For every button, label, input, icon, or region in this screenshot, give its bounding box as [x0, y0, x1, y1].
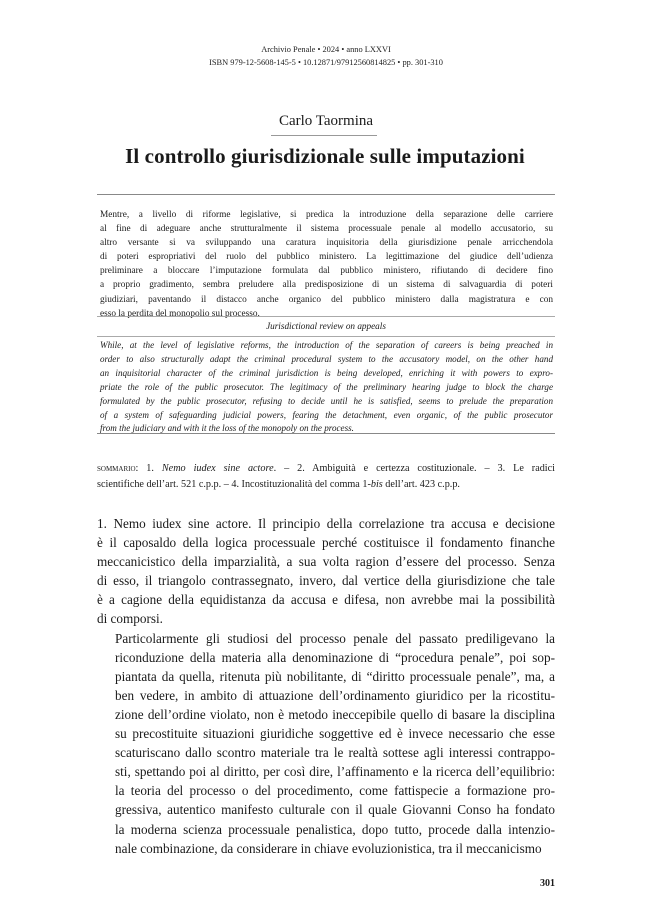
abstract-line: order to also structurally adapt the criminal procedural system to the accusatory model, on the other hand: [100, 353, 553, 364]
abstract-line: al fine di adeguare anche strutturalmente il sistema processuale penale al modello accusatorio, su: [100, 224, 553, 235]
isbn-line: ISBN 979-12-5608-145-5 • 10.12871/97912560814825 • pp. 301-310: [209, 58, 443, 67]
body-line: la teoria del processo o del procedimento, come fattispecie a formazione pro-: [115, 783, 555, 799]
body-text: [97, 514, 555, 858]
abstract-top-rule: [97, 194, 555, 195]
article-title: Il controllo giurisdizionale sulle imputazioni: [125, 144, 525, 168]
abstract-line: preliminare a bloccare l’imputazione formulata dal pubblico ministero, rifiutando di decidere fino: [100, 266, 553, 277]
english-title-bottom-rule: [97, 336, 555, 337]
paragraph-1: [97, 514, 555, 629]
body-line: scaturiscano dallo scontro materiale tra le realtà sottese agli interessi contrappo-: [115, 745, 555, 761]
abstract-line: Mentre, a livello di riforme legislative, si predica la introduzione della separazione delle carriere: [100, 210, 553, 220]
toc-text: dell’art. 423 c.p.p.: [382, 479, 460, 490]
page-number: 301: [540, 878, 555, 889]
author-divider: [271, 135, 377, 136]
body-line: è il caposaldo della logica processuale perché costituisce il fondamento finanche: [97, 535, 555, 551]
abstract-line: an inquisitorial character of the criminal jurisdiction is being developed, enriching it with powers to expro-: [100, 367, 553, 378]
abstract-line: priate the role of the public prosecutor. The legitimacy of the preliminary hearing judge to block the charge: [100, 381, 553, 392]
journal-line: Archivio Penale • 2024 • anno LXXVI: [261, 45, 391, 54]
body-line: riconduzione della materia alla denominazione di “procedura penale”, poi sop-: [115, 649, 555, 665]
body-line: piantata da quella, ritenuta più nobilitante, di “diritto processuale penale”, ma, a: [115, 668, 555, 684]
body-line: gressiva, autentico manifesto culturale con il quale Giovanni Conso ha fondato: [115, 802, 555, 818]
table-of-contents: [97, 461, 555, 493]
sommario-label: sommario:: [97, 463, 139, 474]
toc-italic: bis: [370, 479, 383, 490]
body-line: la moderna scienza processuale penalistica, dopo tutto, procede dalla intenzio-: [115, 821, 555, 837]
english-title-top-rule: [97, 316, 555, 317]
body-line: 1. Nemo iudex sine actore. Il principio della correlazione tra accusa e decisione: [97, 516, 555, 531]
body-line: di comporsi.: [97, 611, 163, 627]
body-line: meccanicistico della imparzialità, a sua volta ragion d’essere del processo. Senza: [97, 554, 555, 570]
abstract-line: While, at the level of legislative reforms, the introduction of the separation of careers is being preached in: [100, 340, 553, 350]
paragraph-2: [97, 629, 555, 858]
english-title: Jurisdictional review on appeals: [266, 321, 386, 331]
abstract-line: di poteri espropriativi del ruolo del pubblico ministero. La legittimazione del giudice dell’udienza: [100, 252, 553, 263]
abstract-line: a proprio gradimento, sembra preludere alla predisposizione di un sistema di salvaguardia di poteri: [100, 280, 553, 291]
body-line: nale combinazione, da considerare in chiave evoluzionistica, tra il meccanicismo: [115, 840, 542, 856]
author-name: Carlo Taormina: [278, 113, 374, 129]
abstract-line: altro versante si va sviluppando una caratura inquisitoria della giurisdizione penale arricchendola: [100, 238, 553, 249]
abstract-line: giudiziari, paventando il distacco anche organico del pubblico ministero dalla magistratura e con: [100, 294, 553, 305]
abstract-line: formulated by the public prosecutor, refusing to decide until he is satisfied, seems to prelude the preparation: [100, 395, 553, 406]
body-line: ben vedere, in ambito di attuazione dell’ordinamento giuridico per la ricostitu-: [115, 687, 555, 703]
toc-text: . – 2. Ambiguità e certezza costituzionale. – 3. Le radici: [273, 463, 555, 474]
body-line: sti, spettando poi al diritto, per così dire, l’affinamento e la ricerca dell’equilibrio:: [115, 764, 555, 780]
abstract-line: of a system of safeguarding judicial powers, fearing the detachment, even organic, of the public prosecutor: [100, 409, 553, 420]
abstract-line: esso la perdita del monopolio sul processo.: [100, 308, 260, 319]
body-line: di esso, il triangolo contrassegnato, invero, dal vertice della giurisdizione che tale: [97, 573, 555, 589]
abstract-bottom-rule: [97, 433, 555, 434]
abstract-english: [100, 339, 553, 436]
abstract-italian: [100, 208, 553, 321]
toc-text: 1.: [138, 463, 162, 474]
body-line: è a cagione della equidistanza da accusa e difesa, non avrebbe mai la possibilità: [97, 592, 555, 608]
toc-italic: Nemo iudex sine actore: [161, 463, 274, 474]
body-line: su precostituite situazioni giuridiche soggettive ed è invece necessario che esse: [115, 726, 555, 742]
abstract-line: from the judiciary and with it the loss of the monopoly on the process.: [100, 423, 354, 434]
body-line: zione dell’ordine violato, non è metodo ineccepibile quello di basare la disciplina: [115, 706, 555, 722]
toc-text: scientifiche dell’art. 521 c.p.p. – 4. Incostituzionalità del comma 1-: [97, 479, 371, 490]
body-line: Particolarmente gli studiosi del processo penale del passato prediligevano la: [115, 630, 555, 646]
